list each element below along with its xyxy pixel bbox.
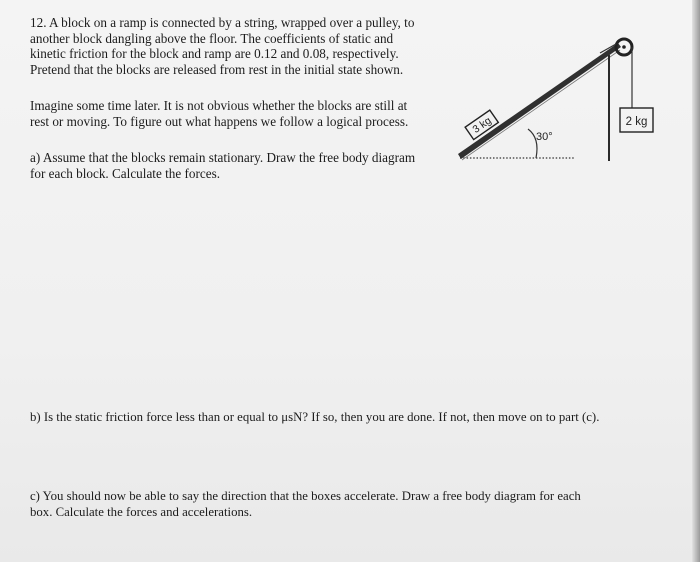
part-a-line: for each block. Calculate the forces.	[30, 165, 221, 181]
part-c-line: c) You should now be able to say the direction that the boxes accelerate. Draw a free body diagram for each	[30, 489, 581, 503]
part-c-line: box. Calculate the forces and accelerations.	[30, 504, 253, 519]
imagine-line: Imagine some time later. It is not obvious whether the blocks are still at	[30, 98, 408, 113]
hanging-block	[620, 108, 653, 132]
ramp-pulley-diagram	[450, 25, 665, 170]
part-a-line: a) Assume that the blocks remain stationary. Draw the free body diagram	[30, 150, 416, 165]
page-edge-shadow	[692, 0, 700, 562]
ramp-block-label: 3 kg	[470, 114, 494, 136]
intro-line: another block dangling above the floor. The coefficients of static and	[30, 30, 394, 46]
imagine-line: rest or moving. To figure out what happens we follow a logical process.	[30, 113, 409, 129]
part-a-question	[30, 150, 415, 181]
angle-label: 30°	[536, 131, 553, 143]
part-b-question	[30, 410, 599, 426]
intro-line: 12. A block on a ramp is connected by a string, wrapped over a pulley, to	[30, 15, 415, 30]
hanging-block-label: 2 kg	[625, 116, 648, 128]
intro-line: Pretend that the blocks are released from rest in the initial state shown.	[30, 61, 404, 77]
imagine-paragraph	[30, 98, 408, 129]
problem-intro	[30, 15, 414, 77]
part-c-question	[30, 489, 581, 520]
part-b-line: b) Is the static friction force less than or equal to μsN? If so, then you are done. If not, then move on to part (c).	[30, 410, 600, 424]
intro-line: kinetic friction for the block and ramp are 0.12 and 0.08, respectively.	[30, 46, 399, 62]
